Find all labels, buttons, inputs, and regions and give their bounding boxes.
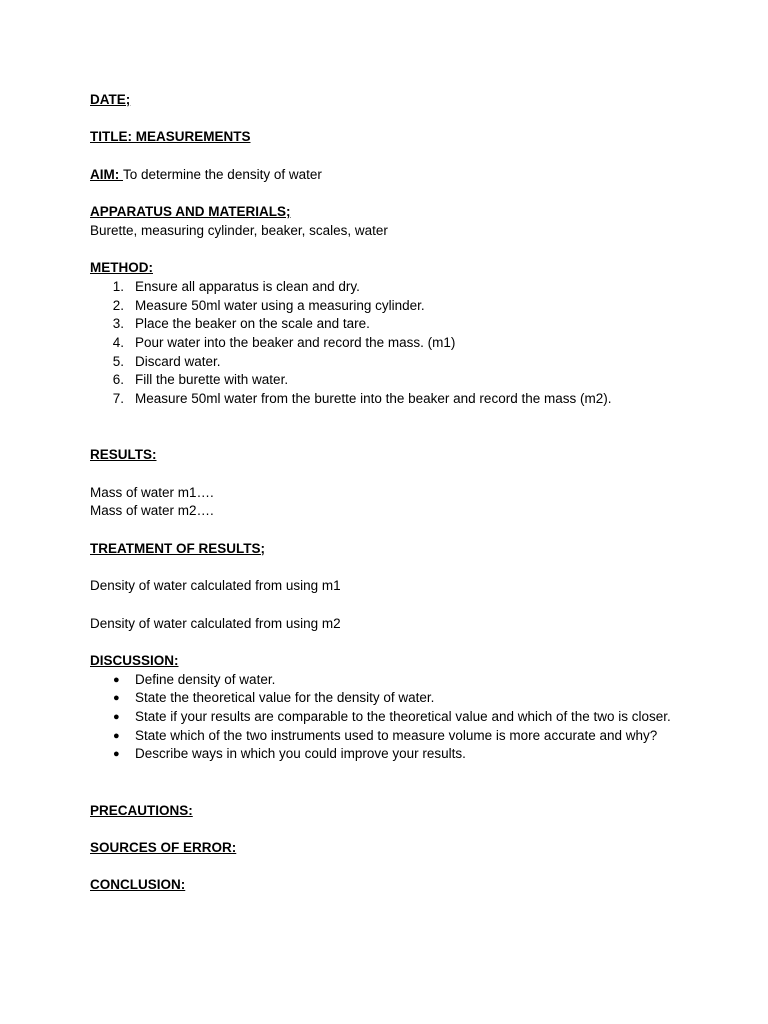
precautions-heading: PRECAUTIONS: [90,802,193,818]
discussion-item [90,727,695,746]
discussion-text: State the theoretical value for the density of water. [135,690,435,706]
discussion-item [90,689,695,708]
results-line-m1: Mass of water m1…. [90,484,214,500]
bullet-icon: ● [113,711,120,724]
method-list [90,278,690,409]
step-text: Fill the burette with water. [135,372,289,388]
step-text: Measure 50ml water using a measuring cylinder. [135,297,425,313]
method-heading: METHOD: [90,260,153,276]
date-heading: DATE; [90,92,131,107]
discussion-item [90,708,695,727]
results-heading: RESULTS: [90,447,157,463]
step-number: 1. [112,278,124,294]
sources-of-error-heading: SOURCES OF ERROR: [90,839,237,855]
method-step [90,278,690,297]
step-text: Pour water into the beaker and record the mass. (m1) [135,335,456,351]
treatment-line-m1: Density of water calculated from using m1 [90,578,341,594]
aim-text: To determine the density of water [123,166,322,182]
step-number: 7. [112,391,124,407]
aim-label: AIM: [90,166,123,182]
treatment-heading: TREATMENT OF RESULTS; [90,540,265,556]
bullet-icon: ● [113,729,120,742]
discussion-text: Describe ways in which you could improve your results. [135,746,466,762]
discussion-heading: DISCUSSION: [90,652,179,668]
discussion-text: Define density of water. [135,671,276,687]
bullet-icon: ● [113,673,120,686]
conclusion-heading: CONCLUSION: [90,877,186,893]
step-number: 4. [112,335,124,351]
method-step [90,334,690,353]
treatment-line-m2: Density of water calculated from using m2 [90,615,341,631]
step-number: 6. [112,372,124,388]
discussion-text: State if your results are comparable to the theoretical value and which of the two is closer. [135,709,671,725]
step-text: Measure 50ml water from the burette into the beaker and record the mass (m2). [135,391,612,407]
document-page [90,91,690,895]
step-number: 5. [112,353,124,369]
title-heading: TITLE: MEASUREMENTS [90,129,251,145]
discussion-text: State which of the two instruments used to measure volume is more accurate and why? [135,727,658,743]
step-text: Discard water. [135,353,221,369]
step-text: Ensure all apparatus is clean and dry. [135,278,360,294]
step-number: 2. [112,297,124,313]
method-step [90,353,690,372]
bullet-icon: ● [113,748,120,761]
discussion-list [90,671,690,765]
step-number: 3. [112,316,124,332]
apparatus-heading: APPARATUS AND MATERIALS; [90,204,291,220]
results-line-m2: Mass of water m2…. [90,503,214,519]
method-step [90,297,690,316]
method-step [90,390,690,409]
bullet-icon: ● [113,692,120,705]
step-text: Place the beaker on the scale and tare. [135,316,370,332]
discussion-item [90,745,695,764]
aim-line [90,166,690,185]
discussion-item [90,671,695,690]
method-step [90,371,690,390]
method-step [90,315,690,334]
apparatus-text: Burette, measuring cylinder, beaker, scales, water [90,222,388,238]
